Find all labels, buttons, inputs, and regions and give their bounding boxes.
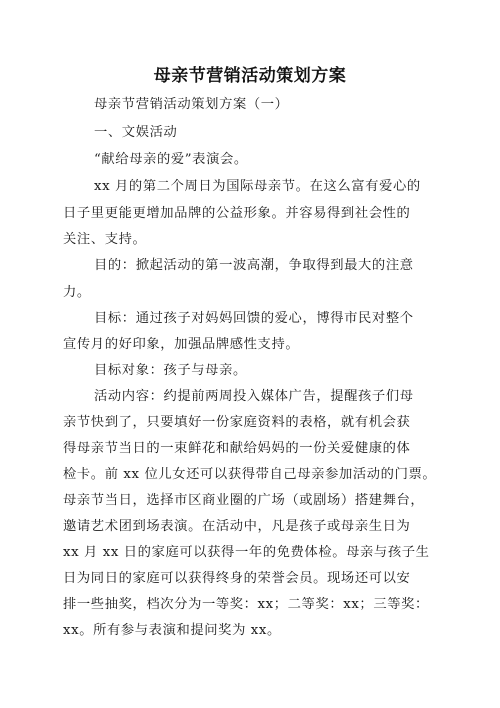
paragraph-line: xx 月 xx 日的家庭可以获得一年的免费体检。母亲与孩子生 <box>63 545 430 560</box>
paragraph-line: 目标对象：孩子与母亲。 <box>94 363 247 378</box>
paragraph-line: 亲节快到了，只要填好一份家庭资料的表格，就有机会获 <box>63 415 411 430</box>
paragraph-line: 日为同日的家庭可以获得终身的荣誉会员。现场还可以安 <box>63 571 411 586</box>
paragraph-line: 排一些抽奖，档次分为一等奖：xx；二等奖：xx；三等奖： <box>63 597 429 612</box>
paragraph-line: xx。所有参与表演和提问奖为 xx。 <box>63 623 281 638</box>
paragraph-line: 关注、支持。 <box>63 232 147 247</box>
paragraph-line: 日子里更能更增加品牌的公益形象。并容易得到社会性的 <box>63 206 411 221</box>
paragraph-line: 活动内容：约提前两周投入媒体广告，提醒孩子们母 <box>94 389 414 404</box>
section-heading: 一、文娱活动 <box>94 125 178 140</box>
paragraph-line: 检卡。前 xx 位儿女还可以获得带自己母亲参加活动的门票。 <box>63 467 437 482</box>
paragraph-line: “献给母亲的爱”表演会。 <box>94 152 248 167</box>
paragraph-line: 目的：掀起活动的第一波高潮，争取得到最大的注意 <box>94 258 414 273</box>
paragraph-line: 得母亲节当日的一束鲜花和献给妈妈的一份关爱健康的体 <box>63 441 411 456</box>
paragraph-line: 邀请艺术团到场表演。在活动中，凡是孩子或母亲生日为 <box>63 519 411 534</box>
subtitle-line: 母亲节营销活动策划方案（一） <box>94 97 289 112</box>
paragraph-line: xx 月的第二个周日为国际母亲节。在这么富有爱心的 <box>94 179 421 194</box>
paragraph-line: 目标：通过孩子对妈妈回馈的爱心，博得市民对整个 <box>94 311 414 326</box>
paragraph-line: 力。 <box>63 285 91 300</box>
paragraph-line: 宣传月的好印象，加强品牌感性支持。 <box>63 337 300 352</box>
paragraph-line: 母亲节当日，选择市区商业圈的广场（或剧场）搭建舞台， <box>63 493 425 508</box>
document-title: 母亲节营销活动策划方案 <box>153 66 347 86</box>
